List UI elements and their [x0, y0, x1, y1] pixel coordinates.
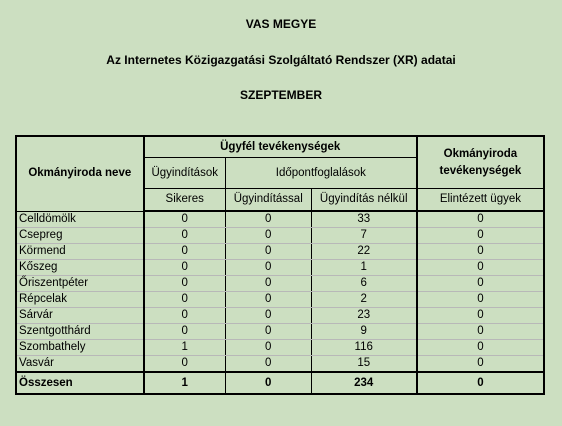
office-name-cell: Celldömölk	[16, 211, 144, 228]
total-with-submission: 0	[225, 372, 311, 394]
with-submission-cell: 0	[225, 308, 311, 324]
office-name-cell: Vasvár	[16, 356, 144, 373]
table-row	[16, 211, 544, 228]
total-row	[16, 372, 544, 394]
resolved-cell: 0	[417, 308, 544, 324]
with-submission-cell: 0	[225, 244, 311, 260]
office-activities-header: Okmányiroda tevékenységek	[417, 136, 544, 189]
with-submission-cell: 0	[225, 340, 311, 356]
resolved-cases-header: Elintézett ügyek	[417, 189, 544, 212]
table-row	[16, 260, 544, 276]
county-title: VAS MEGYE	[245, 17, 317, 31]
with-submission-cell: 0	[225, 260, 311, 276]
office-name-cell: Szombathely	[16, 340, 144, 356]
without-submission-cell: 7	[311, 228, 417, 244]
with-submission-cell: 0	[225, 276, 311, 292]
resolved-cell: 0	[417, 324, 544, 340]
successful-cell: 0	[144, 324, 226, 340]
report-subtitle: Az Internetes Közigazgatási Szolgáltató Rendszer (XR) adatai	[106, 53, 456, 67]
successful-header: Sikeres	[144, 189, 226, 212]
office-name-cell: Szentgotthárd	[16, 324, 144, 340]
with-submission-cell: 0	[225, 324, 311, 340]
with-submission-cell: 0	[225, 211, 311, 228]
without-submission-cell: 6	[311, 276, 417, 292]
without-submission-cell: 15	[311, 356, 417, 373]
table-row	[16, 324, 544, 340]
total-successful: 1	[144, 372, 226, 394]
office-name-cell: Őriszentpéter	[16, 276, 144, 292]
office-name-header: Okmányiroda neve	[16, 136, 144, 211]
successful-cell: 1	[144, 340, 226, 356]
total-resolved: 0	[417, 372, 544, 394]
without-submission-cell: 22	[311, 244, 417, 260]
successful-cell: 0	[144, 211, 226, 228]
table-row	[16, 340, 544, 356]
without-submission-cell: 116	[311, 340, 417, 356]
total-label: Összesen	[16, 372, 144, 394]
office-name-cell: Körmend	[16, 244, 144, 260]
report-table	[15, 135, 545, 395]
office-name-cell: Répcelak	[16, 292, 144, 308]
table-row	[16, 276, 544, 292]
without-submission-cell: 1	[311, 260, 417, 276]
with-submission-cell: 0	[225, 228, 311, 244]
resolved-cell: 0	[417, 244, 544, 260]
resolved-cell: 0	[417, 292, 544, 308]
resolved-cell: 0	[417, 340, 544, 356]
resolved-cell: 0	[417, 211, 544, 228]
office-name-cell: Kőszeg	[16, 260, 144, 276]
client-activities-header: Ügyfél tevékenységek	[144, 136, 417, 158]
resolved-cell: 0	[417, 356, 544, 373]
total-without-submission: 234	[311, 372, 417, 394]
submissions-header: Ügyindítások	[144, 158, 226, 189]
resolved-cell: 0	[417, 260, 544, 276]
successful-cell: 0	[144, 308, 226, 324]
table-row	[16, 292, 544, 308]
successful-cell: 0	[144, 260, 226, 276]
successful-cell: 0	[144, 292, 226, 308]
without-submission-cell: 23	[311, 308, 417, 324]
with-submission-header: Ügyindítással	[225, 189, 311, 212]
successful-cell: 0	[144, 228, 226, 244]
resolved-cell: 0	[417, 228, 544, 244]
month-title: SZEPTEMBER	[239, 88, 322, 102]
without-submission-cell: 9	[311, 324, 417, 340]
without-submission-cell: 33	[311, 211, 417, 228]
table-row	[16, 308, 544, 324]
successful-cell: 0	[144, 244, 226, 260]
resolved-cell: 0	[417, 276, 544, 292]
table-row	[16, 228, 544, 244]
table-row	[16, 244, 544, 260]
appointments-header: Időpontfoglalások	[225, 158, 416, 189]
successful-cell: 0	[144, 356, 226, 373]
successful-cell: 0	[144, 276, 226, 292]
table-row	[16, 356, 544, 373]
without-submission-header: Ügyindítás nélkül	[311, 189, 417, 212]
with-submission-cell: 0	[225, 356, 311, 373]
office-name-cell: Sárvár	[16, 308, 144, 324]
without-submission-cell: 2	[311, 292, 417, 308]
with-submission-cell: 0	[225, 292, 311, 308]
office-name-cell: Csepreg	[16, 228, 144, 244]
